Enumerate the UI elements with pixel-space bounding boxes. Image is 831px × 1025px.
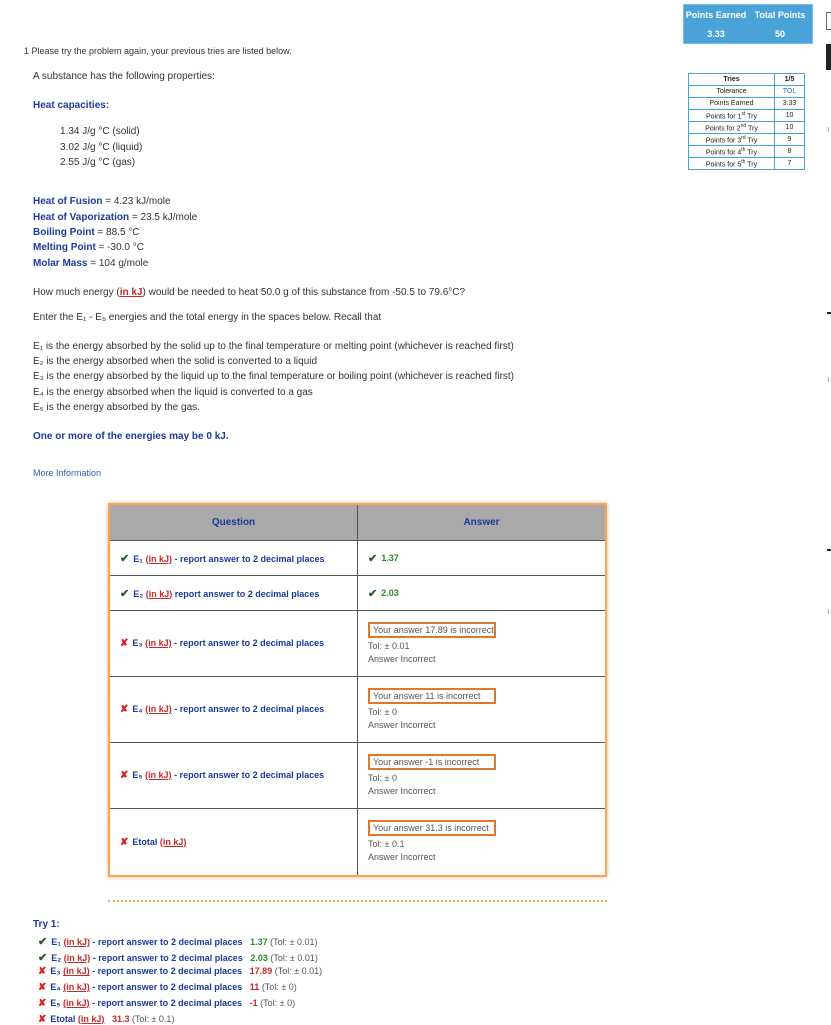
question-text: ✘ Etotal (in kJ) (120, 836, 187, 848)
answer-cell (358, 809, 605, 875)
tries-key: Points for 4th Try (689, 146, 775, 158)
cross-icon: ✘ (120, 638, 129, 649)
tries-key: Points for 3rd Try (689, 134, 775, 146)
edge-marker: ı (827, 124, 830, 134)
question-text: ✘ E₃ (in kJ) - report answer to 2 decimal places (120, 638, 325, 649)
question-cell (110, 677, 358, 742)
answer-cell (358, 611, 605, 676)
answer-column-header: Answer (358, 505, 605, 540)
tries-key: Points Earned (689, 98, 775, 110)
try1-line: ✘ E₄ (in kJ) - report answer to 2 decimal places 11 (Tol: ± 0) (38, 982, 297, 994)
more-information-link[interactable]: More Information (33, 468, 102, 478)
tries-key: Tries (689, 74, 775, 86)
tries-value: 10 (775, 110, 805, 122)
hc-gas: 2.55 J/g °C (gas) (60, 157, 136, 168)
answer-status: Answer Incorrect (368, 852, 436, 862)
try1-line: ✔ E₂ (in kJ) - report answer to 2 decimal places 2.03 (Tol: ± 0.01) (38, 951, 318, 964)
try1-line: ✘ Etotal (in kJ) 31.3 (Tol: ± 0.1) (38, 1013, 175, 1025)
question-text: ✔ E₂ (in kJ) report answer to 2 decimal places (120, 587, 320, 600)
answer-cell (358, 541, 605, 575)
tries-value: 7 (775, 158, 805, 170)
question-cell (110, 809, 358, 875)
cross-icon: ✘ (38, 1013, 47, 1025)
cross-icon: ✘ (38, 966, 47, 978)
hc-liquid: 3.02 J/g °C (liquid) (60, 142, 143, 153)
check-icon: ✔ (368, 587, 378, 600)
tries-table-row (689, 146, 805, 158)
answer-input[interactable]: Your answer 31.3 is incorrect (368, 820, 496, 836)
tries-table-row (689, 134, 805, 146)
try1-title: Try 1: (33, 919, 60, 930)
tries-value: 3.33 (775, 98, 805, 110)
tries-value: 10 (775, 122, 805, 134)
tolerance-text: Tol: ± 0 (368, 772, 397, 783)
total-points-label: Total Points (754, 10, 806, 20)
question-answer-table (108, 503, 607, 877)
tries-table-row (689, 74, 805, 86)
question-cell (110, 743, 358, 808)
try1-line: ✘ E₃ (in kJ) - report answer to 2 decimal places 17.89 (Tol: ± 0.01) (38, 966, 323, 978)
tries-value: 1/5 (775, 74, 805, 86)
answer-value: 2.03 (381, 588, 399, 598)
cross-icon: ✘ (120, 704, 129, 715)
tries-table-row (689, 98, 805, 110)
e3-definition: E₃ is the energy absorbed by the liquid up to the final temperature or boiling point (whichever is reached first) (33, 371, 515, 382)
zero-energy-note: One or more of the energies may be 0 kJ. (33, 431, 229, 442)
tries-table-row (689, 122, 805, 134)
cross-icon: ✘ (120, 770, 129, 781)
points-summary-box (683, 4, 813, 44)
check-icon: ✔ (38, 936, 48, 948)
edge-marker: ı (827, 606, 830, 616)
total-points-value: 50 (774, 29, 785, 39)
table-row (110, 743, 605, 809)
tries-value: 8 (775, 146, 805, 158)
check-icon: ✔ (368, 552, 378, 565)
tries-table-row (689, 86, 805, 98)
question-cell (110, 541, 358, 575)
question-column-header: Question (110, 505, 358, 540)
tries-value: 9 (775, 134, 805, 146)
answer-status: Answer Incorrect (368, 719, 436, 730)
heat-of-vaporization: Heat of Vaporization = 23.5 kJ/mole (33, 212, 198, 223)
hc-solid: 1.34 J/g °C (solid) (60, 126, 140, 137)
try1-line: ✘ E₅ (in kJ) - report answer to 2 decimal places -1 (Tol: ± 0) (38, 997, 296, 1009)
boiling-point: Boiling Point = 88.5 °C (33, 227, 140, 238)
edge-divider (827, 549, 831, 551)
check-icon: ✔ (120, 587, 130, 600)
tolerance-text: Tol: ± 0.1 (368, 839, 405, 849)
edge-divider (827, 312, 831, 314)
table-row (110, 809, 605, 875)
table-header-row (110, 505, 605, 541)
points-earned-value: 3.33 (707, 29, 725, 39)
question-text: ✔ E₁ (in kJ) - report answer to 2 decimal places (120, 552, 325, 565)
answer-cell (358, 677, 605, 742)
question-text: ✘ E₄ (in kJ) - report answer to 2 decimal places (120, 704, 325, 715)
check-icon: ✔ (120, 552, 130, 565)
e1-definition: E₁ is the energy absorbed by the solid up to the final temperature or melting point (whichever is reached first) (33, 341, 514, 352)
e5-definition: E₅ is the energy absorbed by the gas. (33, 402, 200, 413)
molar-mass: Molar Mass = 104 g/mole (33, 258, 149, 269)
tries-key: Tolerance (689, 86, 775, 98)
answer-cell (358, 743, 605, 808)
tries-key: Points for 5th Try (689, 158, 775, 170)
question-cell (110, 611, 358, 676)
answer-input[interactable]: Your answer -1 is incorrect (368, 754, 496, 770)
enter-line: Enter the E₁ - E₅ energies and the total energy in the spaces below. Recall that (33, 312, 382, 323)
cross-icon: ✘ (120, 836, 129, 848)
tries-table-row (689, 110, 805, 122)
tries-table-row (689, 158, 805, 170)
cross-icon: ✘ (38, 997, 47, 1009)
table-row (110, 677, 605, 743)
edge-marker: ı (827, 374, 830, 384)
tolerance-text: Tol: ± 0.01 (368, 640, 410, 651)
try1-line: ✔ E₁ (in kJ) - report answer to 2 decimal places 1.37 (Tol: ± 0.01) (38, 936, 318, 948)
table-row (110, 611, 605, 677)
tries-key: Points for 1st Try (689, 110, 775, 122)
answer-cell (358, 576, 605, 610)
question-text: ✘ E₅ (in kJ) - report answer to 2 decimal places (120, 770, 325, 781)
edge-scroll-bar (826, 44, 831, 70)
melting-point: Melting Point = -30.0 °C (33, 242, 144, 253)
dotted-divider (108, 900, 607, 902)
table-row (110, 576, 605, 611)
check-icon: ✔ (38, 951, 48, 964)
tries-table (688, 73, 805, 170)
answer-input[interactable]: Your answer 11 is incorrect (368, 688, 496, 704)
answer-value: 1.37 (381, 553, 399, 563)
heat-capacities-label: Heat capacities: (33, 100, 110, 111)
answer-input[interactable]: Your answer 17.89 is incorrect (368, 622, 496, 638)
answer-status: Answer Incorrect (368, 653, 436, 664)
e4-definition: E₄ is the energy absorbed when the liquid is converted to a gas (33, 387, 313, 398)
cross-icon: ✘ (38, 982, 47, 994)
problem-intro: 1 Please try the problem again, your previous tries are listed below. (24, 46, 292, 56)
answer-status: Answer Incorrect (368, 785, 436, 796)
question-cell (110, 576, 358, 610)
edge-widget (826, 12, 831, 30)
tolerance-text: Tol: ± 0 (368, 706, 397, 717)
tries-key: Points for 2nd Try (689, 122, 775, 134)
question-text: How much energy (in kJ) would be needed to heat 50.0 g of this substance from -50.5 to 79.6°C? (33, 287, 466, 298)
heat-of-fusion: Heat of Fusion = 4.23 kJ/mole (33, 196, 171, 207)
tries-value: TOL (775, 86, 805, 98)
points-earned-label: Points Earned (685, 10, 747, 20)
substance-line: A substance has the following properties: (33, 71, 215, 82)
table-row (110, 541, 605, 576)
e2-definition: E₂ is the energy absorbed when the solid is converted to a liquid (33, 356, 318, 367)
